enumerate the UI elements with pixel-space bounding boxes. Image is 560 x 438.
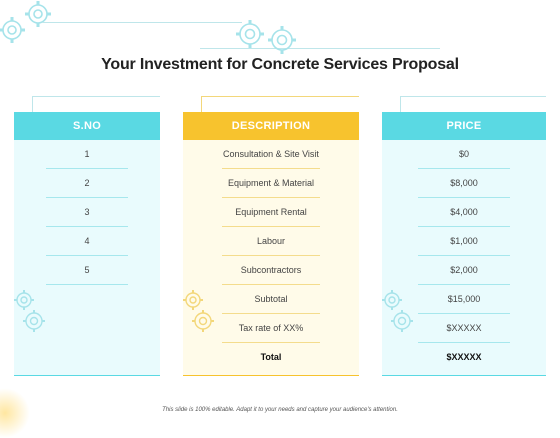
column-header-description: DESCRIPTION [183, 112, 359, 140]
decor-line [42, 22, 242, 23]
column-header-price: PRICE [382, 112, 546, 140]
table-cell: Tax rate of XX% [183, 314, 359, 343]
table-cell: $4,000 [382, 198, 546, 227]
column-body [382, 140, 546, 376]
table-cell: $1,000 [382, 227, 546, 256]
column-header-sno: S.NO [14, 112, 160, 140]
column-sno [14, 112, 160, 376]
column-body [14, 140, 160, 376]
table-cell: 3 [14, 198, 160, 227]
table-cell: $15,000 [382, 285, 546, 314]
table-cell: Equipment & Material [183, 169, 359, 198]
gear-icon [14, 288, 50, 334]
table-cell: $XXXXX [382, 314, 546, 343]
column-price [382, 112, 546, 376]
table-cell: Consultation & Site Visit [183, 140, 359, 169]
column-bracket [201, 96, 359, 113]
table-cell: $2,000 [382, 256, 546, 285]
table-cell-total: Total [260, 352, 282, 362]
gear-icon-cluster-top-center [234, 16, 300, 56]
gear-icon [183, 288, 219, 334]
column-bracket [400, 96, 546, 113]
column-divider [183, 375, 359, 376]
column-divider [14, 375, 160, 376]
gear-icon-cluster-top-left [0, 0, 60, 52]
footer-note: This slide is 100% editable. Adapt it to your needs and capture your audience's attention. [162, 407, 398, 413]
decor-glow [0, 388, 30, 438]
table-cell: Labour [183, 227, 359, 256]
column-description [183, 112, 359, 376]
table-cell: Subcontractors [183, 256, 359, 285]
table-cell: 5 [14, 256, 160, 285]
table-cell: 1 [14, 140, 160, 169]
gear-icon [382, 288, 418, 334]
table-cell: $8,000 [382, 169, 546, 198]
page-title: Your Investment for Concrete Services Proposal [101, 56, 459, 73]
table-cell: $0 [382, 140, 546, 169]
table-cell: 2 [14, 169, 160, 198]
column-divider [382, 375, 546, 376]
column-bracket [32, 96, 160, 113]
table-cell: Equipment Rental [183, 198, 359, 227]
table-cell-total: $XXXXX [446, 352, 482, 362]
table-cell: Subtotal [183, 285, 359, 314]
column-body [183, 140, 359, 376]
table-cell: 4 [14, 227, 160, 256]
